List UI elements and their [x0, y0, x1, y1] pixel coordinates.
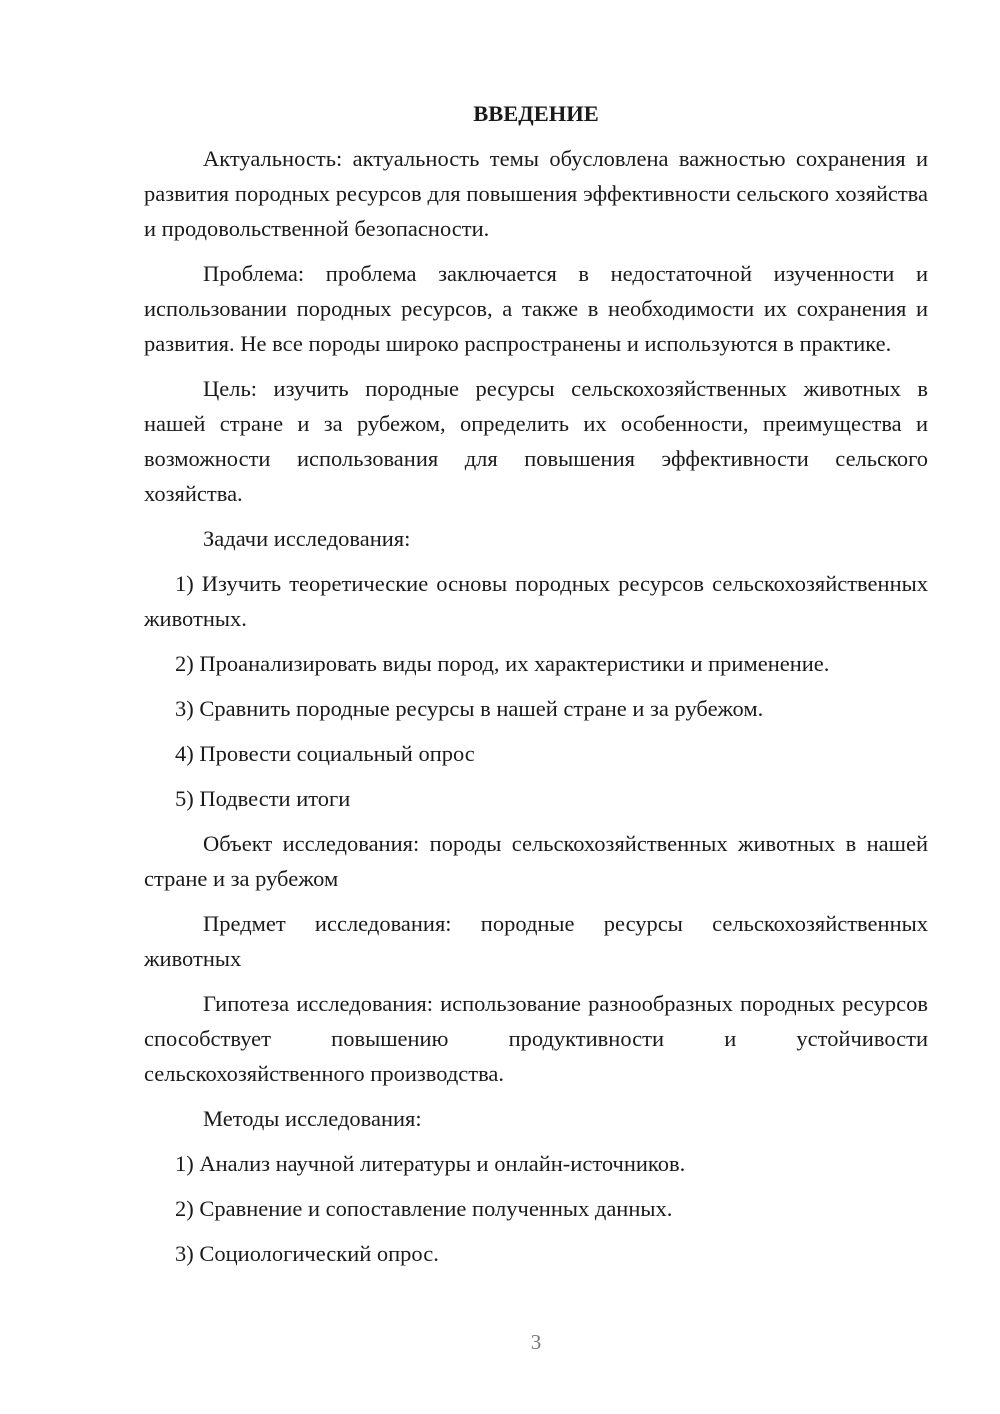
list-item: 4) Провести социальный опрос: [175, 741, 475, 766]
paragraph-list: [144, 141, 928, 1271]
body-paragraph: Цель: изучить породные ресурсы сельскохозяйственных животных в нашей стране и за рубежом, определить их особенности, преимущества и возможности использования для повышения эффективности сельского хозяйства.: [144, 376, 928, 506]
list-item: 2) Сравнение и сопоставление полученных данных.: [175, 1196, 673, 1221]
body-paragraph: Гипотеза исследования: использование разнообразных породных ресурсов способствует повышению продуктивности и устойчивости сельскохозяйственного производства.: [144, 991, 928, 1086]
list-item: 3) Социологический опрос.: [175, 1241, 439, 1266]
list-item: 2) Проанализировать виды пород, их характеристики и применение.: [175, 651, 830, 676]
body-paragraph: Предмет исследования: породные ресурсы сельскохозяйственных животных: [144, 911, 928, 971]
page-number: 3: [530, 1330, 542, 1354]
body-paragraph: Объект исследования: породы сельскохозяйственных животных в нашей стране и за рубежом: [144, 831, 928, 891]
body-paragraph: Актуальность: актуальность темы обусловлена важностью сохранения и развития породных ресурсов для повышения эффективности сельского хозяйства и продовольственной безопасности.: [144, 146, 928, 241]
list-item: 3) Сравнить породные ресурсы в нашей стране и за рубежом.: [175, 696, 764, 721]
section-heading: ВВЕДЕНИЕ: [473, 101, 599, 126]
list-item: 1) Изучить теоретические основы породных ресурсов сельскохозяйственных животных.: [144, 571, 928, 631]
body-paragraph: Проблема: проблема заключается в недостаточной изученности и использовании породных ресурсов, а также в необходимости их сохранения и развития. Не все породы широко распространены и используются в практике.: [144, 261, 928, 356]
list-item: 1) Анализ научной литературы и онлайн-источников.: [175, 1151, 686, 1176]
page-content: [144, 96, 928, 1281]
body-paragraph: Задачи исследования:: [203, 526, 411, 551]
body-paragraph: Методы исследования:: [203, 1106, 422, 1131]
list-item: 5) Подвести итоги: [175, 786, 351, 811]
